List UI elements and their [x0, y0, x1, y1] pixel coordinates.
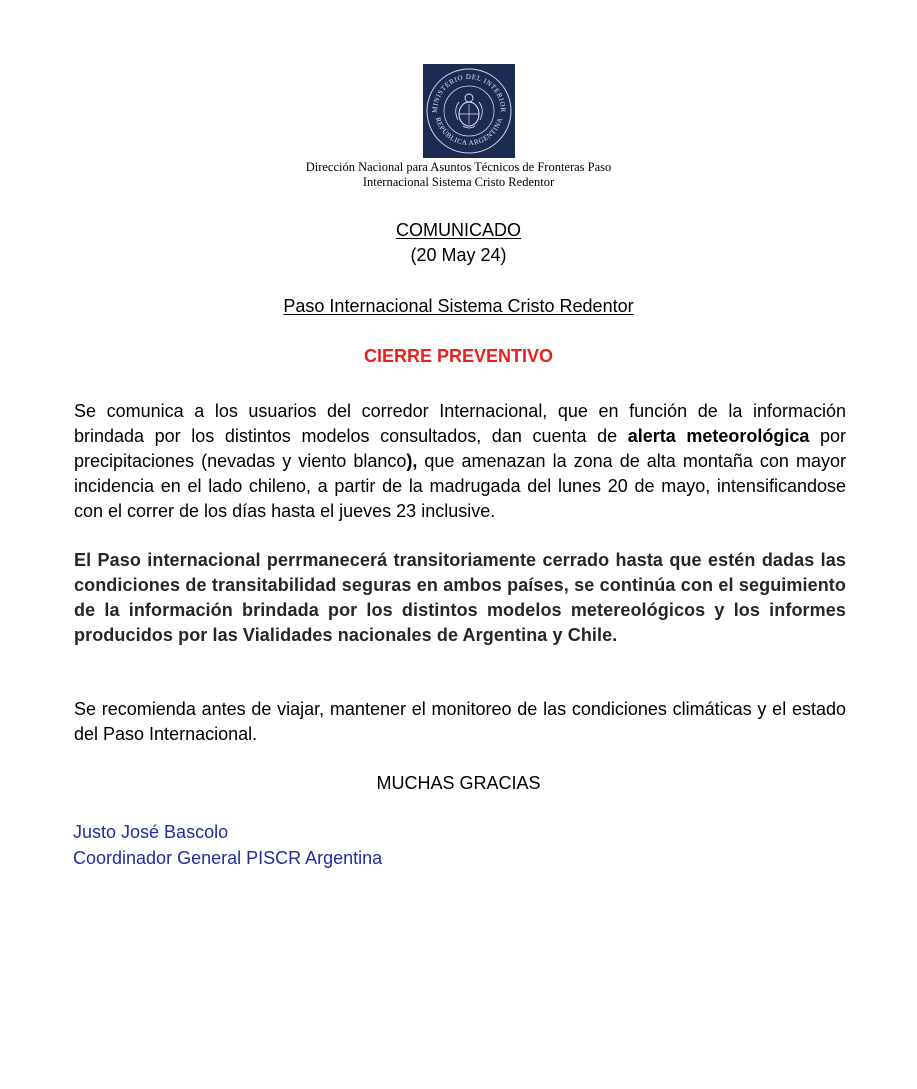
paragraph-1 [74, 399, 846, 524]
paragraph-3: Se recomienda antes de viajar, mantener el monitoreo de las condiciones climáticas y el estado del Paso Internacional. [74, 699, 846, 744]
argentine-coat-of-arms-icon [423, 64, 515, 158]
subject-line [0, 294, 917, 318]
document-date: (20 May 24) [410, 245, 507, 265]
document-title [0, 218, 917, 242]
header-line-2: Internacional Sistema Cristo Redentor [362, 175, 555, 189]
header-line-1: Dirección Nacional para Asuntos Técnicos de Fronteras Paso [305, 160, 612, 174]
paragraph-1-part-2: por precipitaciones (nevadas y viento blanco [74, 426, 847, 471]
paragraph-1-part-1: Se comunica a los usuarios del corredor Internacional, que en función de la información brindada por los distintos modelos consultados, dan cuenta de [74, 401, 846, 446]
seal-text-top: MINISTERIO DEL INTERIOR [430, 72, 508, 113]
title-text: COMUNICADO [396, 220, 521, 240]
paragraph-1-bold-1: alerta meteorológica [627, 426, 810, 446]
subject-text: Paso Internacional Sistema Cristo Redentor [283, 296, 634, 316]
signature-role: Coordinador General PISCR Argentina [73, 848, 383, 868]
signature-name: Justo José Bascolo [73, 822, 229, 842]
paragraph-1-bold-2: ), [406, 451, 418, 471]
alert-heading: CIERRE PREVENTIVO [363, 346, 554, 366]
paragraph-2: El Paso internacional perrmanecerá transitoriamente cerrado hasta que estén dadas las condiciones de transitabilidad seguras en ambos países, se continúa con el seguimiento de la información brindada por los distintos modelos metereológicos y los informes producidos por las Vialidades nacionales de Argentina y Chile. [74, 550, 846, 645]
paragraph-1-part-3: que amenazan la zona de alta montaña con mayor incidencia en el lado chileno, a partir de la madrugada del lunes 20 de mayo, intensificandose con el correr de los días hasta el jueves 23 inclusive. [74, 451, 846, 521]
seal-text-bottom: REPÚBLICA ARGENTINA [433, 116, 505, 148]
ministry-seal [423, 64, 515, 158]
closing-text: MUCHAS GRACIAS [376, 773, 541, 793]
